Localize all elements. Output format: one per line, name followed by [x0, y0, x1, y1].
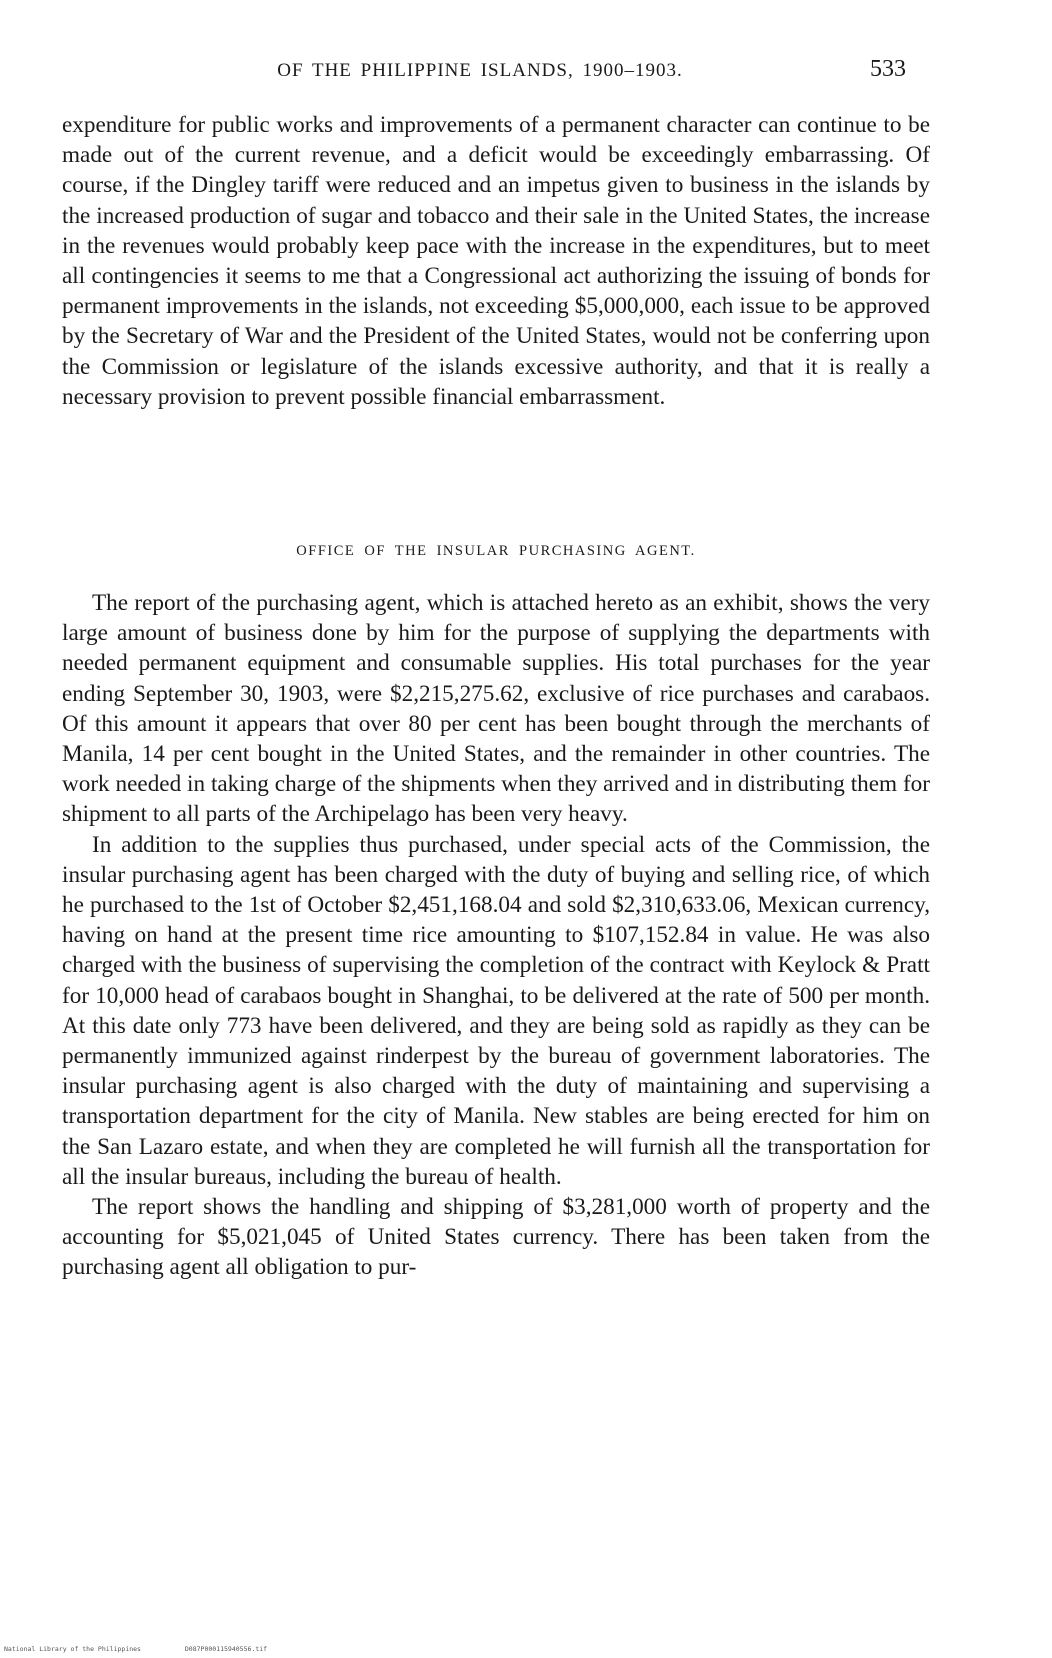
running-title: OF THE PHILIPPINE ISLANDS, 1900–1903. — [277, 60, 683, 81]
section-heading: OFFICE OF THE INSULAR PURCHASING AGENT. — [296, 543, 696, 559]
paragraph-rice-and-carabaos: In addition to the supplies thus purchased, under special acts of the Commission, the insular purchasing agent has been charged with the duty of buying and selling rice, of which he purchased to the 1st of October $2,451,168.04 and sold $2,310,633.06, Mexican currency, having on hand at the present time rice amounting to $107,152.84 in value. He was also charged with the business of supervising the completion of the contract with Keylock & Pratt for 10,000 head of carabaos bought in Shanghai, to be delivered at the rate of 500 per month. At this date only 773 have been delivered, and they are being sold as rapidly as they can be permanently immunized against rinderpest by the bureau of government laboratories. The insular purchasing agent is also charged with the duty of maintaining and supervising a transportation department for the city of Manila. New stables are being erected for him on the San Lazaro estate, and when they are completed he will furnish all the transportation for all the insular bureaus, including the bureau of health. — [62, 831, 930, 1190]
scan-footer — [4, 1645, 307, 1653]
section-body — [62, 588, 930, 1283]
paragraph-purchasing-report: The report of the purchasing agent, which is attached hereto as an exhibit, shows the very large amount of business done by him for the purpose of supplying the departments with needed permanent equipment and consumable supplies. His total purchases for the year ending September 30, 1903, were $2,215,275.62, exclusive of rice purchases and carabaos. Of this amount it appears that over 80 per cent has been bought through the merchants of Manila, 14 per cent bought in the United States, and the remainder in other countries. The work needed in taking charge of the shipments when they arrived and in distributing them for shipment to all parts of the Archipelago has been very heavy. — [62, 590, 930, 828]
continued-paragraph-block — [62, 110, 930, 412]
footer-library: National Library of the Philippines — [4, 1645, 141, 1653]
paragraph-shipping: The report shows the handling and shipping of $3,281,000 worth of property and the accounting for $5,021,045 of United States currency. There has been taken from the purchasing agent all obligation to pur- — [62, 1194, 930, 1281]
paragraph-continued: expenditure for public works and improvements of a permanent character can continue to be made out of the current revenue, and a deficit would be exceedingly embarrassing. Of course, if the Dingley tariff were reduced and an impetus given to business in the islands by the increased production of sugar and tobacco and their sale in the United States, the increase in the revenues would probably keep pace with the increase in the expenditures, but to meet all contingencies it seems to me that a Congressional act authorizing the issuing of bonds for permanent improvements in the islands, not exceeding $5,000,000, each issue to be approved by the Secretary of War and the President of the United States, would not be conferring upon the Commission or legislature of the islands excessive authority, and that it is really a necessary provision to prevent possible financial embarrassment. — [62, 112, 930, 410]
footer-file: D087P000115940556.tif — [184, 1645, 268, 1653]
page-number: 533 — [870, 56, 906, 82]
